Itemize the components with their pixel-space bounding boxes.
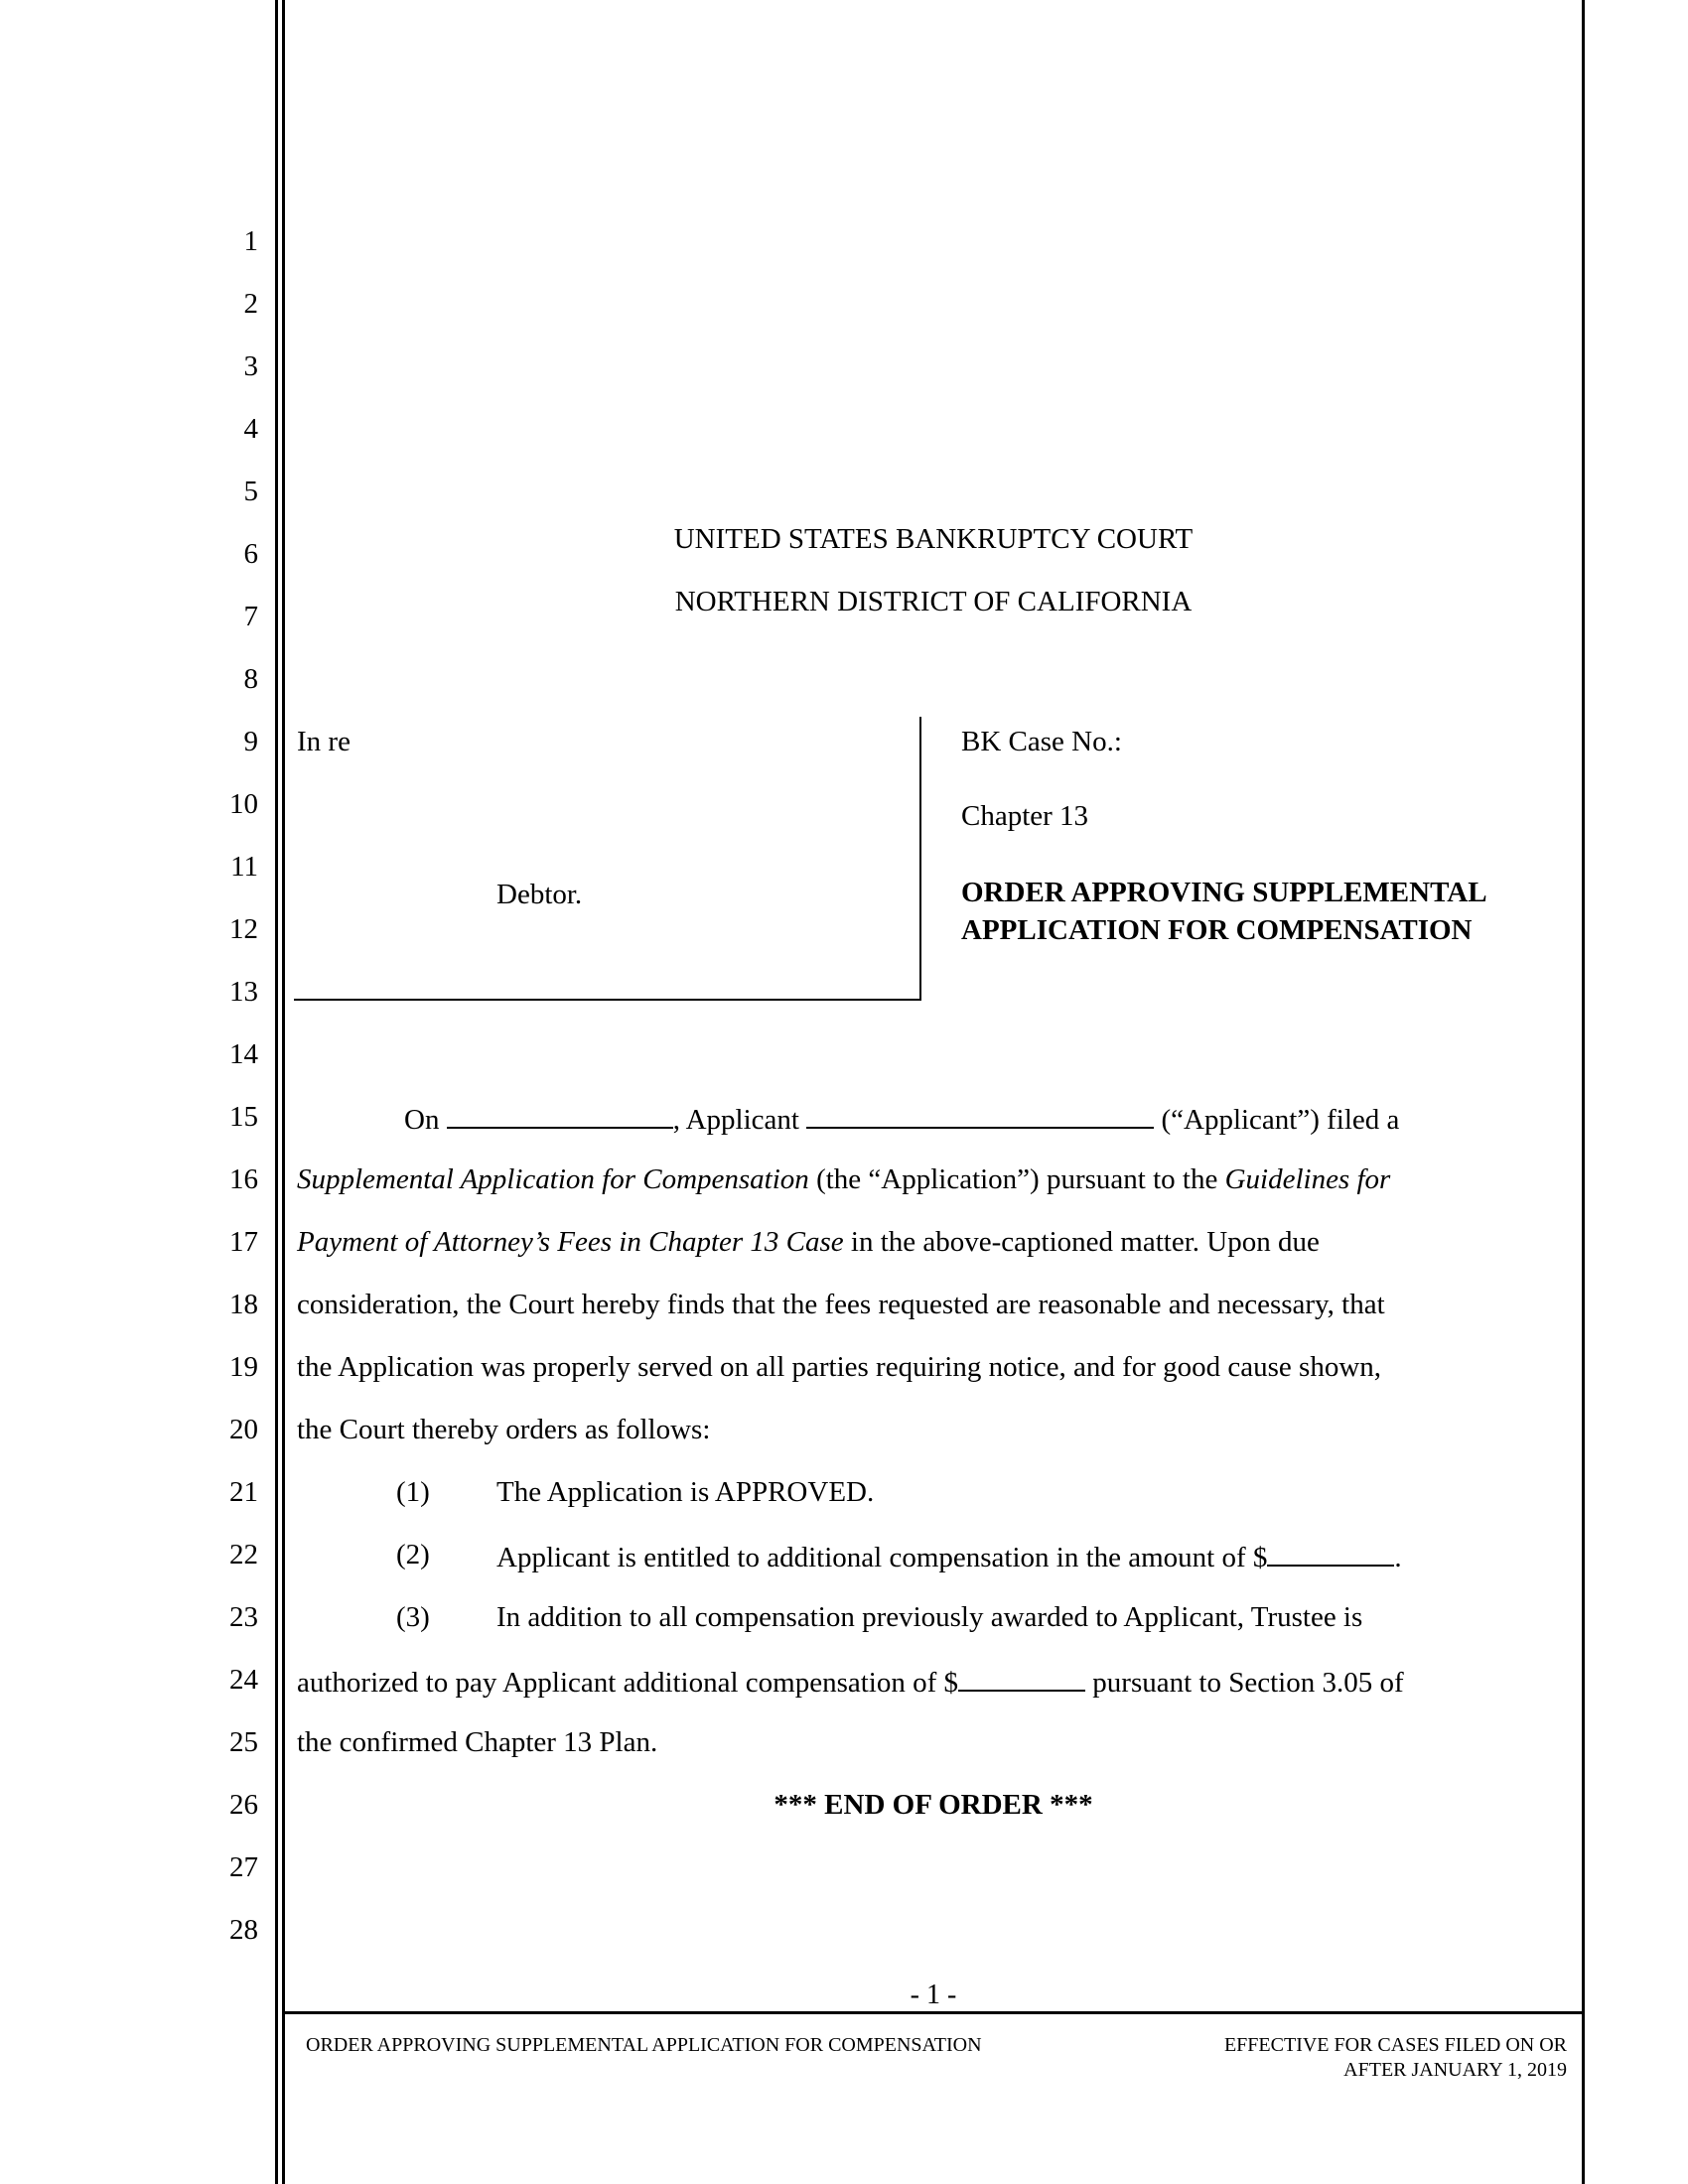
line-number: 11 bbox=[230, 851, 258, 883]
line-number: 1 bbox=[243, 225, 258, 257]
body-line-20: the Court thereby orders as follows: bbox=[297, 1414, 711, 1445]
body-line-25: the confirmed Chapter 13 Plan. bbox=[297, 1726, 658, 1758]
compensation-blank bbox=[958, 1666, 1085, 1692]
line-number: 3 bbox=[243, 350, 258, 382]
line-number: 16 bbox=[229, 1163, 258, 1195]
body-applicant: , Applicant bbox=[672, 1104, 799, 1136]
court-name: UNITED STATES BANKRUPTCY COURT bbox=[673, 523, 1194, 555]
court-district: NORTHERN DISTRICT OF CALIFORNIA bbox=[674, 586, 1193, 617]
body-line-16 bbox=[297, 1165, 1390, 1194]
line-number: 9 bbox=[243, 726, 258, 757]
item-1-number: (1) bbox=[396, 1476, 430, 1508]
guidelines-title-part1: Guidelines for bbox=[1224, 1163, 1391, 1195]
item-2-label: Applicant is entitled to additional compensation in the amount of $ bbox=[496, 1542, 1268, 1573]
line-number: 22 bbox=[229, 1539, 258, 1570]
footer-effective-line1: EFFECTIVE FOR CASES FILED ON OR bbox=[1223, 2034, 1567, 2056]
caption-underline bbox=[294, 999, 921, 1001]
chapter-label: Chapter 13 bbox=[961, 800, 1089, 832]
left-margin-rule-outer bbox=[275, 0, 278, 2184]
line-number: 2 bbox=[243, 288, 258, 320]
line-number: 21 bbox=[229, 1476, 258, 1508]
line-number: 27 bbox=[229, 1851, 258, 1883]
applicant-name-blank bbox=[806, 1103, 1154, 1129]
order-title-line1: ORDER APPROVING SUPPLEMENTAL bbox=[961, 877, 1487, 908]
case-number-label: BK Case No.: bbox=[961, 726, 1122, 757]
line-number: 7 bbox=[243, 601, 258, 632]
caption-debtor: Debtor. bbox=[496, 879, 583, 910]
line-number: 12 bbox=[229, 913, 258, 945]
line-number: 17 bbox=[229, 1226, 258, 1258]
item-2-number: (2) bbox=[396, 1539, 430, 1570]
body-line-17-text: in the above-captioned matter. Upon due bbox=[843, 1226, 1320, 1258]
order-title-line2: APPLICATION FOR COMPENSATION bbox=[961, 914, 1473, 946]
end-of-order: *** END OF ORDER *** bbox=[774, 1789, 1093, 1821]
item-1-text: The Application is APPROVED. bbox=[496, 1476, 875, 1508]
line-number: 4 bbox=[243, 413, 258, 445]
caption-divider bbox=[919, 717, 921, 1001]
page-number: - 1 - bbox=[910, 1979, 957, 2010]
amount-blank bbox=[1267, 1541, 1394, 1567]
line-number: 10 bbox=[229, 788, 258, 820]
right-margin-rule bbox=[1582, 0, 1585, 2184]
line-number: 5 bbox=[243, 476, 258, 507]
line-number: 18 bbox=[229, 1289, 258, 1320]
line-number: 26 bbox=[229, 1789, 258, 1821]
footer-rule bbox=[285, 2011, 1582, 2014]
item-3-number: (3) bbox=[396, 1601, 430, 1633]
item-2-text bbox=[496, 1541, 1402, 1572]
line-number: 8 bbox=[243, 663, 258, 695]
line-number: 25 bbox=[229, 1726, 258, 1758]
line-number: 23 bbox=[229, 1601, 258, 1633]
body-on: On bbox=[404, 1104, 440, 1136]
line-number: 15 bbox=[229, 1101, 258, 1133]
line-number: 20 bbox=[229, 1414, 258, 1445]
body-line-16-text: (the “Application”) pursuant to the bbox=[808, 1163, 1225, 1195]
item-3-text: In addition to all compensation previously awarded to Applicant, Trustee is bbox=[496, 1601, 1363, 1633]
guidelines-title-part2: Payment of Attorney’s Fees in Chapter 13 Case bbox=[297, 1226, 844, 1258]
line-number: 13 bbox=[229, 976, 258, 1008]
line-number: 24 bbox=[229, 1664, 258, 1696]
footer-effective-line2: AFTER JANUARY 1, 2019 bbox=[1343, 2059, 1567, 2081]
body-filed: (“Applicant”) filed a bbox=[1161, 1104, 1400, 1136]
body-line-17 bbox=[297, 1228, 1320, 1257]
line-number: 6 bbox=[243, 538, 258, 570]
date-blank bbox=[447, 1103, 673, 1129]
body-line-24-text-b: pursuant to Section 3.05 of bbox=[1085, 1667, 1404, 1699]
line-number: 28 bbox=[229, 1914, 258, 1946]
body-line-24-text-a: authorized to pay Applicant additional compensation of $ bbox=[297, 1667, 959, 1699]
footer-title: ORDER APPROVING SUPPLEMENTAL APPLICATION FOR COMPENSATION bbox=[306, 2034, 982, 2056]
body-line-15 bbox=[404, 1103, 1399, 1135]
body-line-18: consideration, the Court hereby finds that the fees requested are reasonable and necessary, that bbox=[297, 1289, 1385, 1320]
application-title: Supplemental Application for Compensation bbox=[297, 1163, 809, 1195]
line-number: 14 bbox=[229, 1038, 258, 1070]
body-line-24 bbox=[297, 1666, 1404, 1698]
caption-in-re: In re bbox=[297, 726, 351, 757]
body-line-19: the Application was properly served on all parties requiring notice, and for good cause shown, bbox=[297, 1351, 1382, 1383]
footer-effective bbox=[1092, 2033, 1567, 2083]
line-number: 19 bbox=[229, 1351, 258, 1383]
left-margin-rule-inner bbox=[282, 0, 285, 2184]
item-2-period: . bbox=[1394, 1542, 1402, 1573]
